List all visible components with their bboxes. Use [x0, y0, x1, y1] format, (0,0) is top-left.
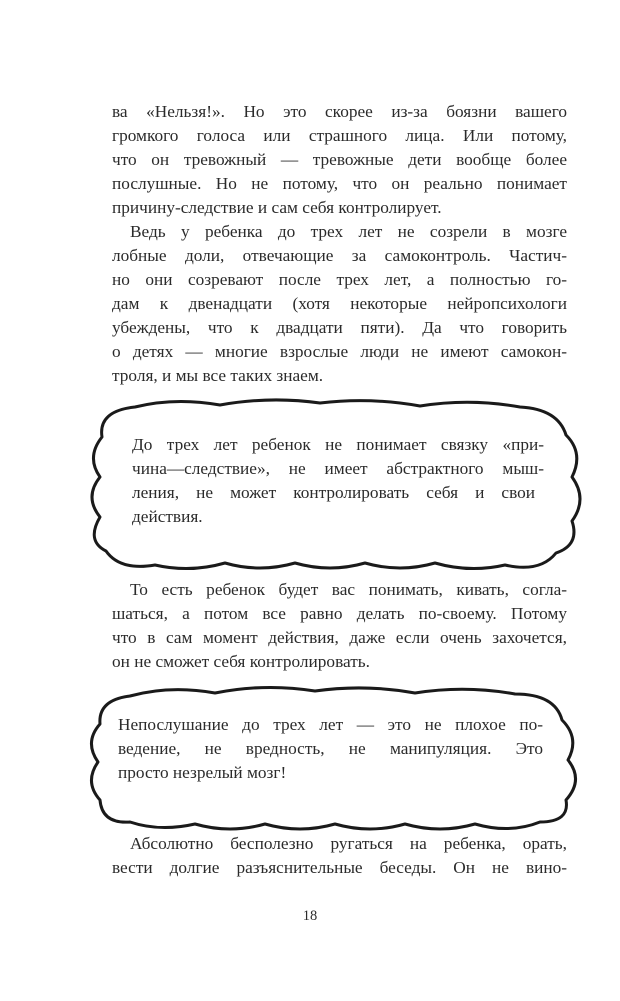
callout-line: ведение, не вредность, не манипуляция. Это: [118, 739, 543, 758]
callout-line: ления, не может контролировать себя и свои: [132, 483, 535, 502]
text-line: что в сам момент действия, даже если очень захочется,: [112, 628, 567, 647]
text-line: громкого голоса или страшного лица. Или потому,: [112, 126, 567, 145]
callout-line: действия.: [132, 507, 203, 526]
callout-line: чина—следствие», не имеет абстрактного мыш-: [132, 459, 544, 478]
callout-line: просто незрелый мозг!: [118, 763, 287, 782]
text-line: причину-следствие и сам себя контролирует.: [112, 198, 442, 217]
text-line: вести долгие разъяснительные беседы. Он не вино-: [112, 858, 567, 877]
page-number: 18: [302, 908, 318, 924]
text-line: но они созревают после трех лет, а полностью го-: [112, 270, 567, 289]
text-line: о детях — многие взрослые люди не имеют самокон-: [112, 342, 567, 361]
text-line: что он тревожный — тревожные дети вообще более: [112, 150, 567, 169]
text-line: Ведь у ребенка до трех лет не созрели в мозге: [130, 222, 567, 241]
text-line: дам к двенадцати (хотя некоторые нейропсихологи: [112, 294, 567, 313]
text-line: лобные доли, отвечающие за самоконтроль. Частич-: [112, 246, 567, 265]
text-line: убеждены, что к двадцати пяти). Да что говорить: [112, 318, 567, 337]
callout-line: Непослушание до трех лет — это не плохое по-: [118, 715, 543, 734]
text-line: троля, и мы все таких знаем.: [112, 366, 324, 385]
text-line: шаться, а потом все равно делать по-своему. Потому: [112, 604, 567, 623]
callout-line: До трех лет ребенок не понимает связку «при-: [132, 435, 544, 454]
text-line: он не сможет себя контролировать.: [112, 652, 370, 671]
text-line: Абсолютно бесполезно ругаться на ребенка, орать,: [130, 834, 567, 853]
text-line: послушные. Но не потому, что он реально понимает: [112, 174, 567, 193]
text-line: То есть ребенок будет вас понимать, кивать, согла-: [130, 580, 567, 599]
text-line: ва «Нельзя!». Но это скорее из-за боязни вашего: [112, 102, 567, 121]
